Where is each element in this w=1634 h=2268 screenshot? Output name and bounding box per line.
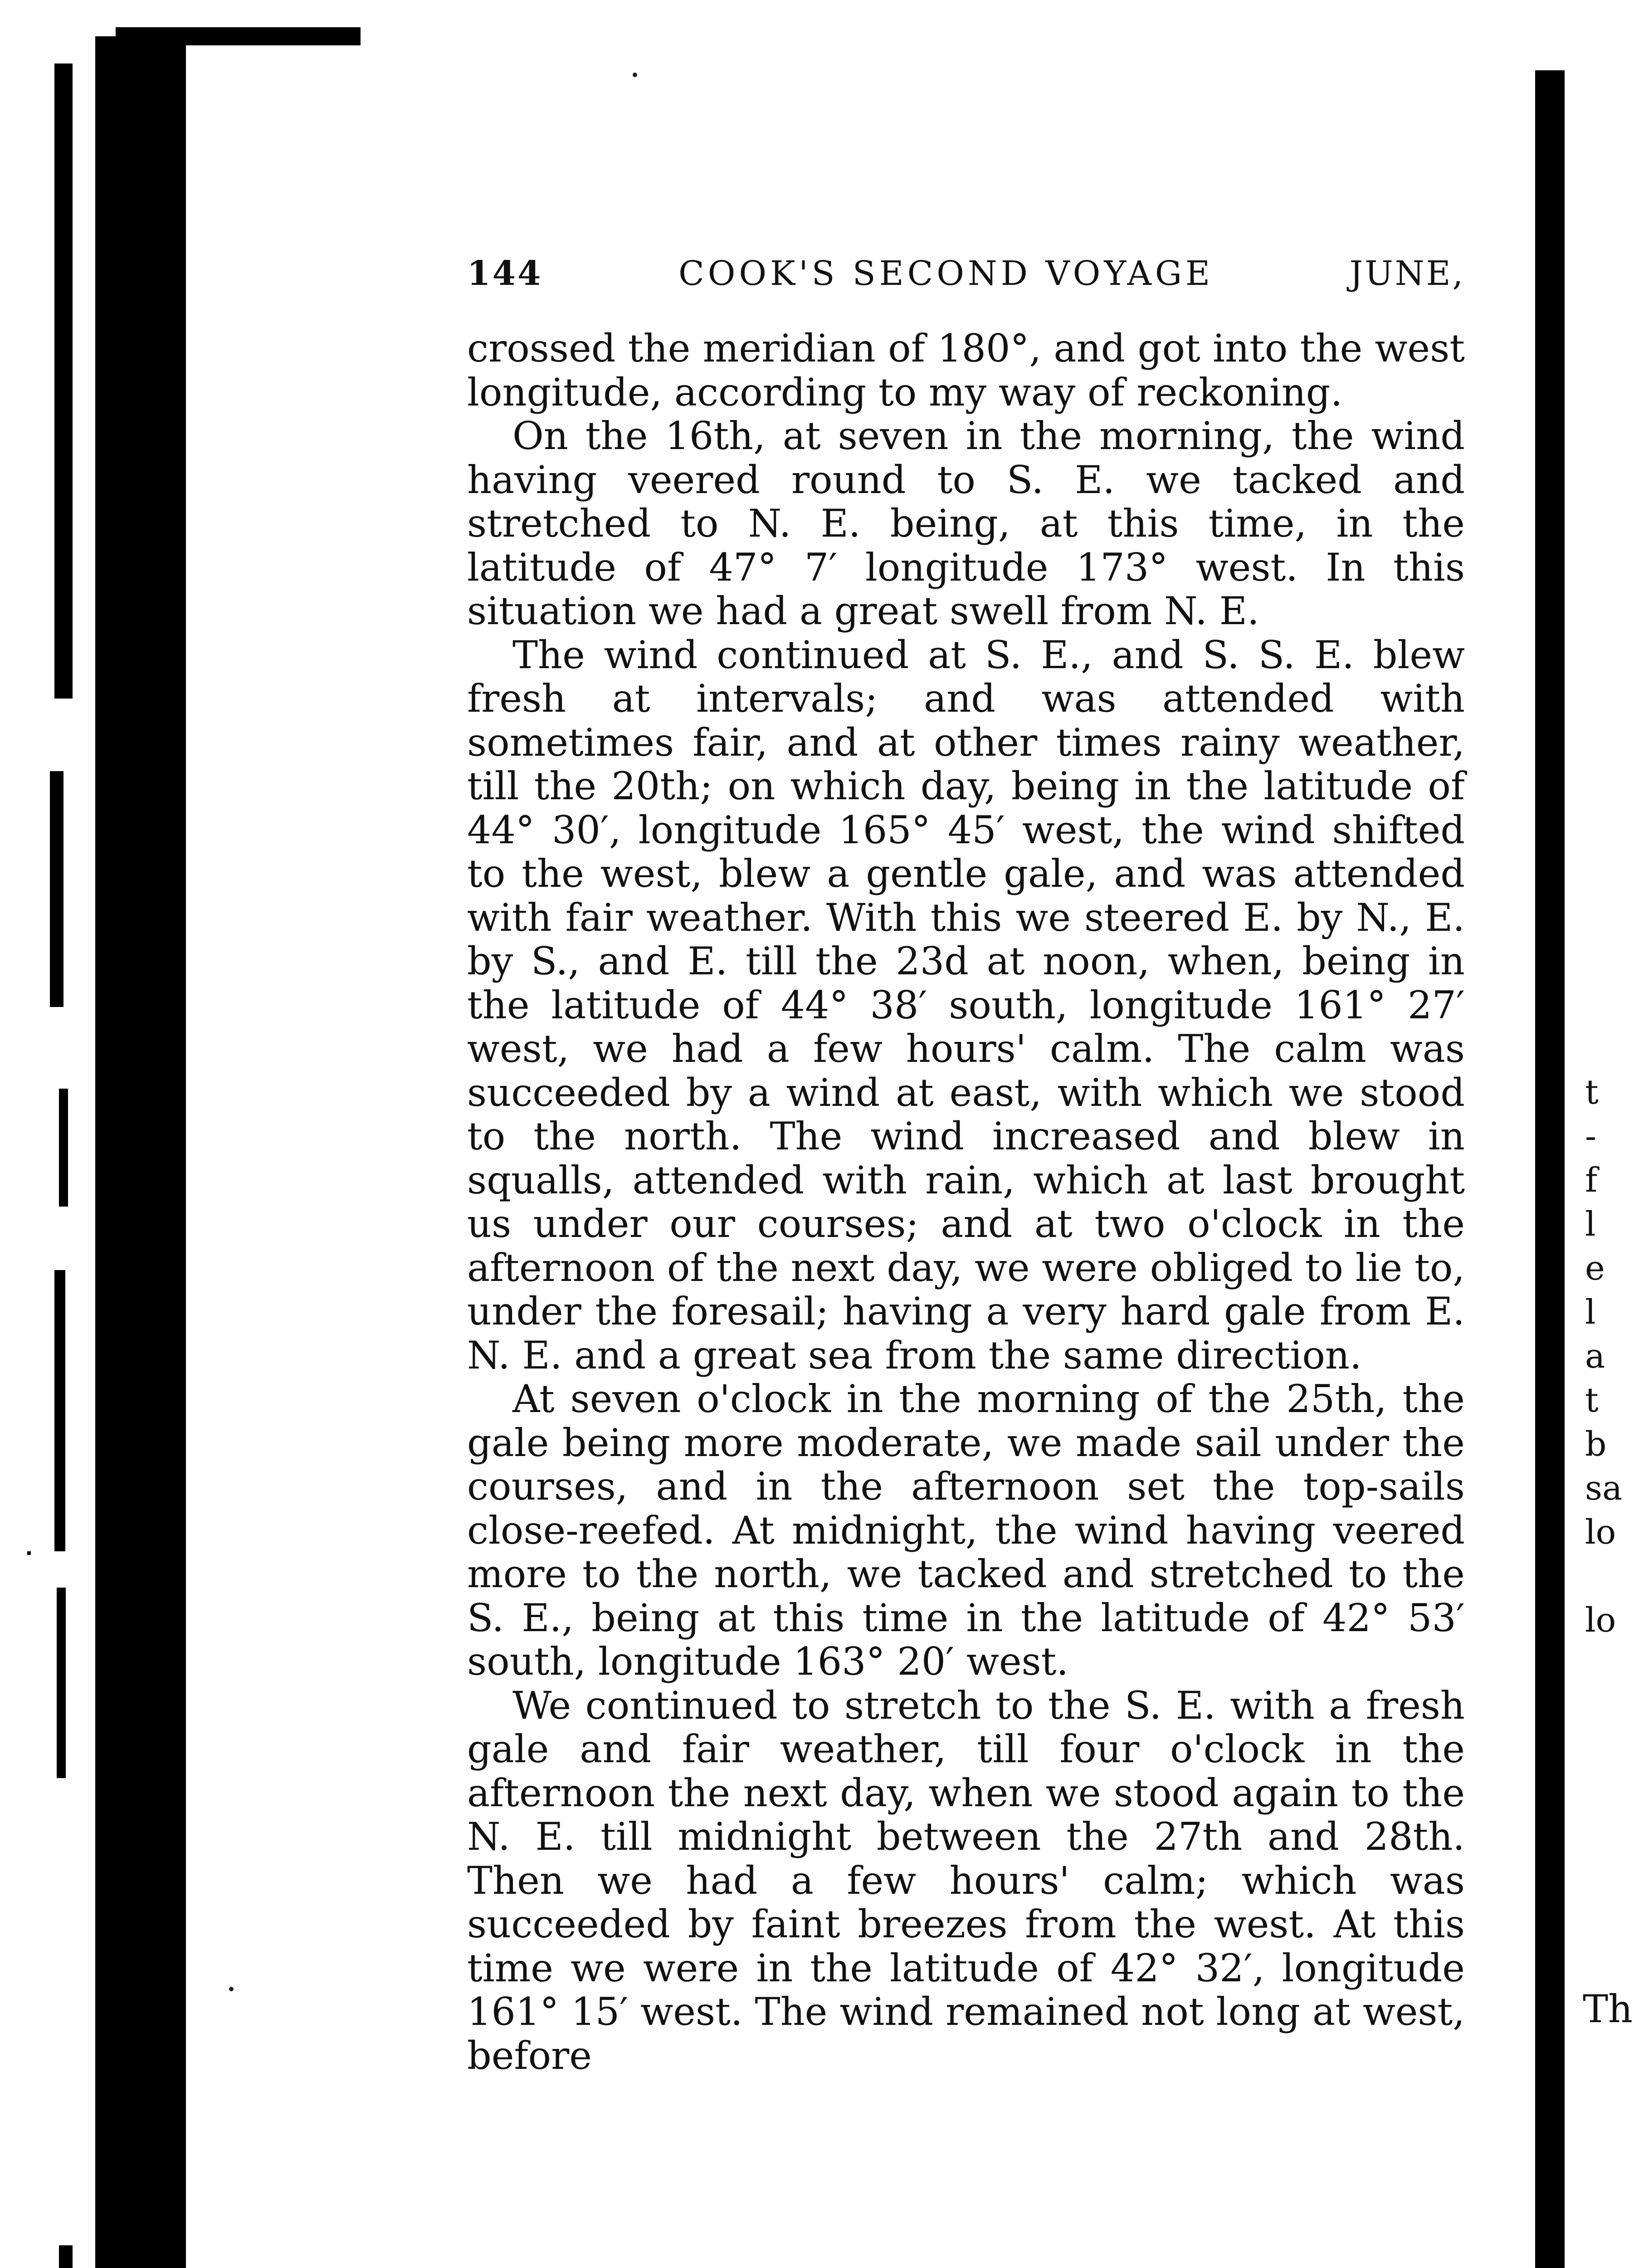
bleed-letter: f bbox=[1585, 1161, 1598, 1200]
bleed-letter: e bbox=[1585, 1249, 1605, 1288]
gutter-top-edge bbox=[116, 27, 361, 45]
bleed-letter: t bbox=[1585, 1381, 1599, 1420]
right-margin-shadow bbox=[1535, 70, 1565, 2268]
bleed-letter: b bbox=[1585, 1425, 1607, 1464]
bleed-letter: lo bbox=[1585, 1601, 1616, 1640]
paragraph: crossed the meridian of 180°, and got into the west longitude, according to my way of reckoning. bbox=[467, 326, 1465, 415]
gutter-speck bbox=[59, 2245, 73, 2268]
page-body bbox=[467, 327, 1465, 2077]
running-date: JUNE, bbox=[1349, 254, 1465, 293]
paragraph: We continued to stretch to the S. E. with a fresh gale and fair weather, till four o'clock in the afternoon the next day, when we stood again to the N. E. till midnight between the 27th and 28th. Then we had a few hours' calm; which was succeeded by faint breezes from the west. At this time we were in the latitude of 42° 32′, longitude 161° 15′ west. The wind remained not long at west, before bbox=[467, 1683, 1465, 2078]
bleed-letter: - bbox=[1585, 1117, 1597, 1156]
bleed-letter: l bbox=[1585, 1205, 1596, 1244]
paragraph: On the 16th, at seven in the morning, the wind having veered round to S. E. we tacked and stretched to N. E. being, at this time, in the latitude of 47° 7′ longitude 173° west. In this situation we had a great swell from N. E. bbox=[467, 414, 1465, 633]
bleed-letter: sa bbox=[1585, 1469, 1623, 1508]
gutter-speck bbox=[57, 1588, 66, 1778]
gutter-speck bbox=[59, 1089, 68, 1207]
gutter-speck bbox=[27, 1551, 31, 1555]
gutter-shadow bbox=[95, 36, 186, 2268]
bleed-letter: lo bbox=[1585, 1513, 1616, 1552]
bleed-letter: l bbox=[1585, 1293, 1596, 1332]
bleed-letter: a bbox=[1585, 1337, 1605, 1376]
paragraph: At seven o'clock in the morning of the 25th, the gale being more moderate, we made sail under the courses, and in the afternoon set the top-sails close-reefed. At midnight, the wind having veered more to the north, we tacked and stretched to the S. E., being at this time in the latitude of 42° 53′ south, longitude 163° 20′ west. bbox=[467, 1377, 1465, 1684]
binding-gutter bbox=[0, 0, 190, 2268]
gutter-speck bbox=[50, 771, 63, 1007]
facing-page-bleed bbox=[1585, 1070, 1634, 1642]
running-title: COOK'S SECOND VOYAGE bbox=[678, 254, 1214, 293]
catchword: Th bbox=[1583, 1987, 1633, 2031]
gutter-speck bbox=[54, 64, 73, 699]
bleed-letter: t bbox=[1585, 1073, 1599, 1112]
paragraph: The wind continued at S. E., and S. S. E. blew fresh at intervals; and was attended with sometimes fair, and at other times rainy weather, till the 20th; on which day, being in the latitude of 44° 30′, longitude 165° 45′ west, the wind shifted to the west, blew a gentle gale, and was attended with fair weather. With this we steered E. by N., E. by S., and E. till the 23d at noon, when, being in the latitude of 44° 38′ south, longitude 161° 27′ west, we had a few hours' calm. The calm was succeeded by a wind at east, with which we stood to the north. The wind increased and blew in squalls, attended with rain, which at last brought us under our courses; and at two o'clock in the afternoon of the next day, we were obliged to lie to, under the foresail; having a very hard gale from E. N. E. and a great sea from the same direction. bbox=[467, 632, 1465, 1378]
running-header bbox=[467, 254, 1465, 295]
scan-speck bbox=[229, 1987, 234, 1991]
gutter-speck bbox=[54, 1270, 65, 1551]
bleed-letter bbox=[1585, 1554, 1634, 1598]
page-number: 144 bbox=[467, 254, 543, 293]
scan-speck bbox=[633, 73, 637, 77]
